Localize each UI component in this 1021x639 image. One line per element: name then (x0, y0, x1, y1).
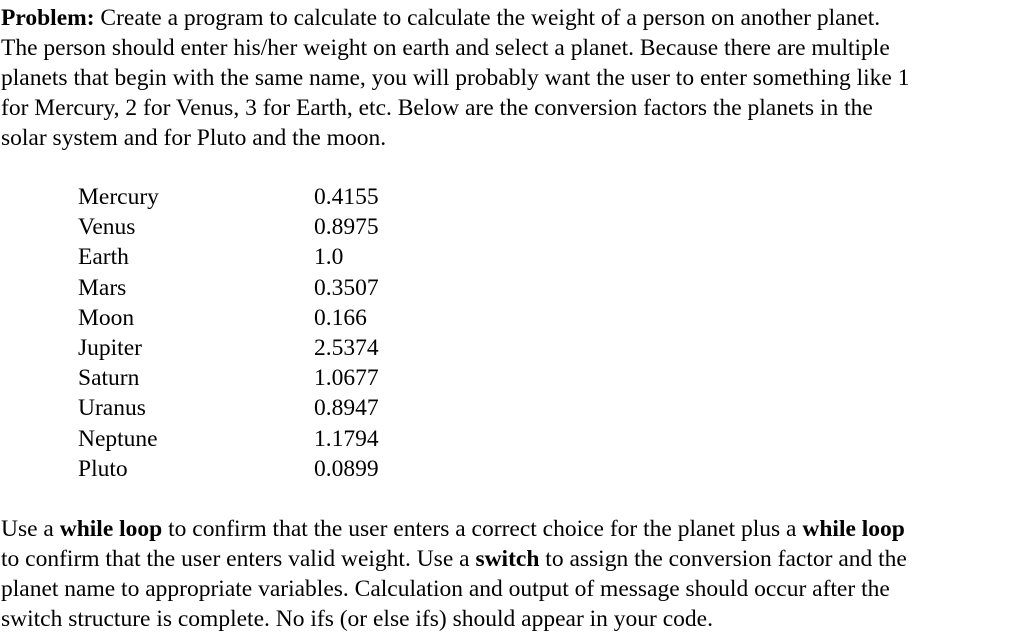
table-row (78, 212, 379, 242)
planet-name: Saturn (78, 365, 140, 392)
conversion-factor: 0.8975 (314, 214, 379, 241)
table-row (78, 303, 379, 333)
instructions-line-3: planet name to appropriate variables. Calculation and output of message should occur after the (1, 576, 890, 602)
table-row (78, 242, 379, 272)
keyword-while-loop: while loop (802, 516, 905, 542)
planet-name: Mars (78, 274, 127, 301)
table-row (78, 333, 379, 363)
conversion-factor: 0.0899 (314, 455, 379, 482)
conversion-factor: 0.3507 (314, 274, 379, 301)
keyword-while-loop: while loop (59, 516, 163, 542)
planet-name: Mercury (78, 184, 159, 210)
instructions-line-4: switch structure is complete. No ifs (or else ifs) should appear in your code. (1, 606, 713, 632)
problem-heading: Problem: (1, 5, 95, 31)
problem-line-4: for Mercury, 2 for Venus, 3 for Earth, etc. Below are the conversion factors the planets in the (1, 95, 873, 121)
table-row (78, 363, 379, 393)
table-row (78, 273, 379, 303)
instructions-line-1 (1, 514, 907, 544)
instructions-text: to assign the conversion factor and the (539, 546, 907, 572)
problem-statement (1, 3, 909, 153)
planet-name: Uranus (78, 395, 146, 422)
conversion-factor: 2.5374 (314, 334, 379, 361)
table-row (78, 393, 379, 423)
instructions-text: to confirm that the user enters valid weight. Use a (1, 546, 476, 572)
planet-name: Pluto (78, 455, 128, 482)
instructions-text: to confirm that the user enters a correct choice for the planet plus a (162, 516, 803, 542)
planet-name: Jupiter (78, 334, 142, 361)
problem-line-5: solar system and for Pluto and the moon. (1, 125, 387, 151)
conversion-factor: 1.1794 (314, 425, 379, 452)
planet-name: Moon (78, 304, 135, 331)
problem-text: Create a program to calculate to calculate the weight of a person on another planet. (94, 5, 881, 31)
problem-line-2: The person should enter his/her weight on earth and select a planet. Because there are multiple (1, 35, 890, 61)
problem-line-1 (1, 3, 909, 33)
table-row (78, 454, 379, 484)
conversion-factor: 0.166 (314, 304, 367, 331)
table-row (78, 182, 379, 212)
conversion-factor: 1.0677 (314, 365, 379, 392)
conversion-factor-table (78, 182, 379, 484)
table-row (78, 424, 379, 454)
conversion-factor: 1.0 (314, 244, 344, 271)
conversion-factor: 0.8947 (314, 395, 379, 422)
planet-name: Earth (78, 244, 129, 271)
keyword-switch: switch (475, 546, 540, 572)
planet-name: Neptune (78, 425, 158, 452)
instructions-text: Use a (1, 516, 60, 542)
planet-name: Venus (78, 214, 136, 241)
instructions (1, 514, 907, 634)
problem-line-3: planets that begin with the same name, you will probably want the user to enter something like 1 (1, 65, 910, 91)
conversion-factor: 0.4155 (314, 184, 379, 210)
instructions-line-2 (1, 544, 907, 574)
